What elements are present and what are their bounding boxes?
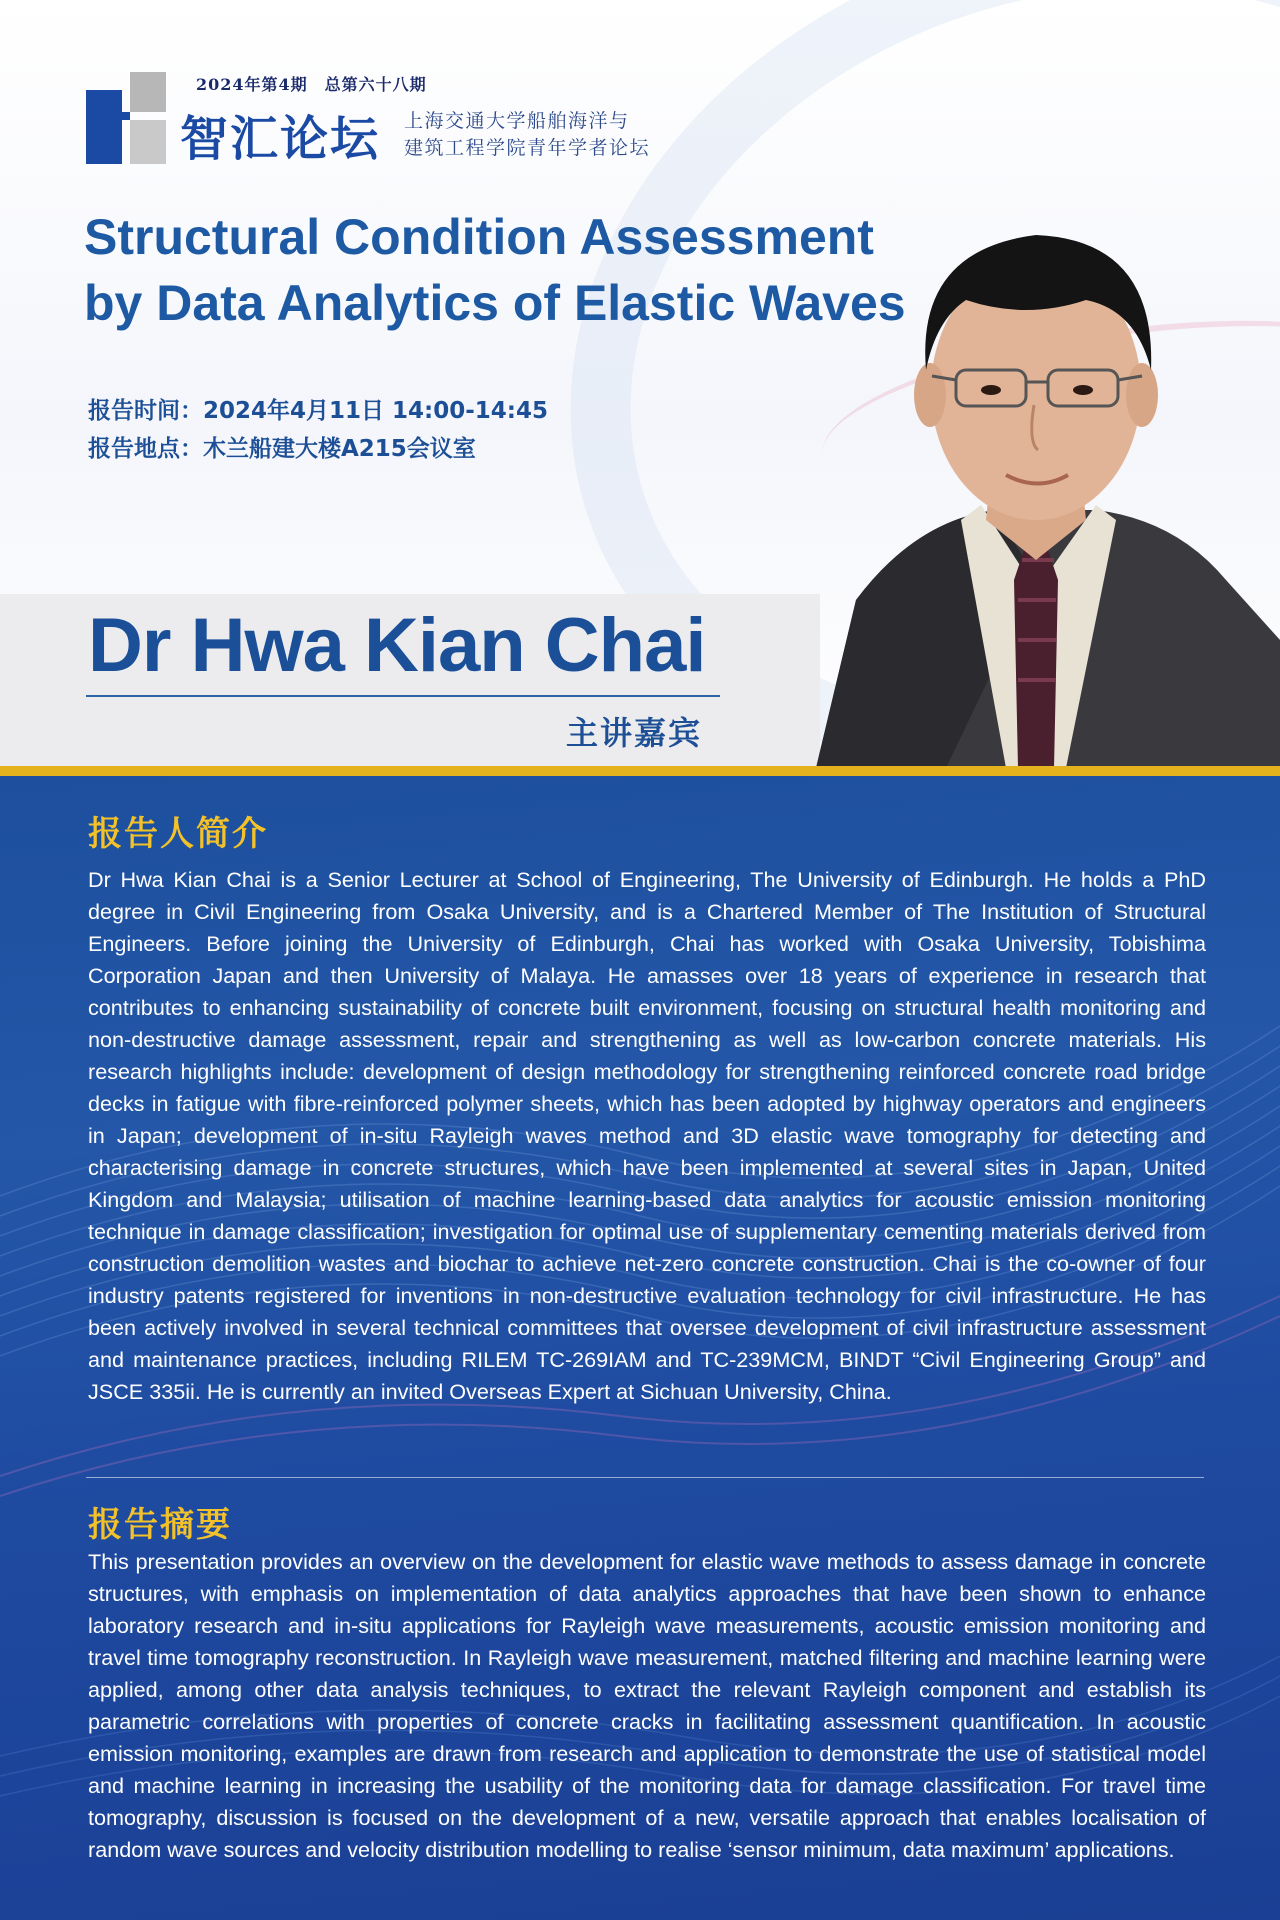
speaker-role: 主讲嘉宾 [566,714,703,752]
abstract-heading: 报告摘要 [88,1505,232,1545]
forum-subtitle [404,108,684,162]
speaker-name: Dr Hwa Kian Chai [88,603,706,688]
talk-title-line: Structural Condition Assessment [84,209,874,265]
forum-brand: 智汇论坛 [180,111,381,167]
forum-subtitle-line: 建筑工程学院青年学者论坛 [404,137,651,159]
talk-meta [88,392,548,468]
forum-logo-icon [86,72,166,164]
talk-time: 报告时间：2024年4月11日 14:00-14:45 [88,398,548,424]
gold-divider [0,766,1280,776]
bio-heading: 报告人简介 [88,814,268,854]
issue-number: 2024年第4期 总第六十八期 [196,75,427,94]
speaker-portrait [796,220,1280,768]
talk-venue: 报告地点：木兰船建大楼A215会议室 [88,436,476,462]
bio-text: Dr Hwa Kian Chai is a Senior Lecturer at School of Engineering, The University of Edinburgh. He holds a PhD degree in Civil Engineering from Osaka University, and is a Chartered Member of The Institution of Structural Engineers. Before joining the University of Edinburgh, Chai has worked with Osaka University, Tobishima Corporation Japan and then University of Malaya. He amasses over 18 years of experience in research that contributes to enhancing sustainability of concrete built environment, focusing on structural health monitoring and non-destructive damage assessment, repair and strengthening as well as low-carbon concrete materials. His research highlights include: development of design methodology for strengthening reinforced concrete road bridge decks in fatigue with fibre-reinforced polymer sheets, which has been adopted by highway operators and engineers in Japan; development of in-situ Rayleigh waves method and 3D elastic wave tomography for detecting and characterising damage in concrete structures, which have been implemented at several sites in Japan, United Kingdom and Malaysia; utilisation of machine learning-based data analytics for acoustic emission monitoring technique in damage classification; investigation for optimal use of supplementary cementing materials derived from construction demolition wastes and biochar to achieve net-zero concrete construction. Chai is the co-owner of four industry patents registered for inventions in non-destructive evaluation technology for civil infrastructure. He has been actively involved in several technical committees that oversee development of civil infrastructure assessment and maintenance practices, including RILEM TC-269IAM and TC-239MCM, BINDT “Civil Engineering Group” and JSCE 335ii. He is currently an invited Overseas Expert at Sichuan University, China. [88,867,1206,1404]
forum-subtitle-line: 上海交通大学船舶海洋与 [404,110,630,132]
section-divider [86,1477,1204,1478]
abstract-text: This presentation provides an overview on the development for elastic wave methods to assess damage in concrete structures, with emphasis on implementation of data analytics approaches that have been shown to enhance laboratory research and in-situ applications for Rayleigh wave measurements, acoustic emission monitoring and travel time tomography reconstruction. In Rayleigh wave measurement, matched filtering and machine learning were applied, among other data analysis techniques, to extract the relevant Rayleigh component and establish its parametric correlations with properties of concrete cracks in facilitating assessment quantification. In acoustic emission monitoring, examples are drawn from research and application to demonstrate the use of statistical model and machine learning in increasing the usability of the monitoring data for damage classification. For travel time tomography, discussion is focused on the development of a new, versatile approach that enables localisation of random wave sources and velocity distribution modelling to realise ‘sensor minimum, data maximum’ applications. [88,1549,1206,1862]
speaker-underline [86,695,720,697]
talk-title-line: by Data Analytics of Elastic Waves [84,275,906,331]
